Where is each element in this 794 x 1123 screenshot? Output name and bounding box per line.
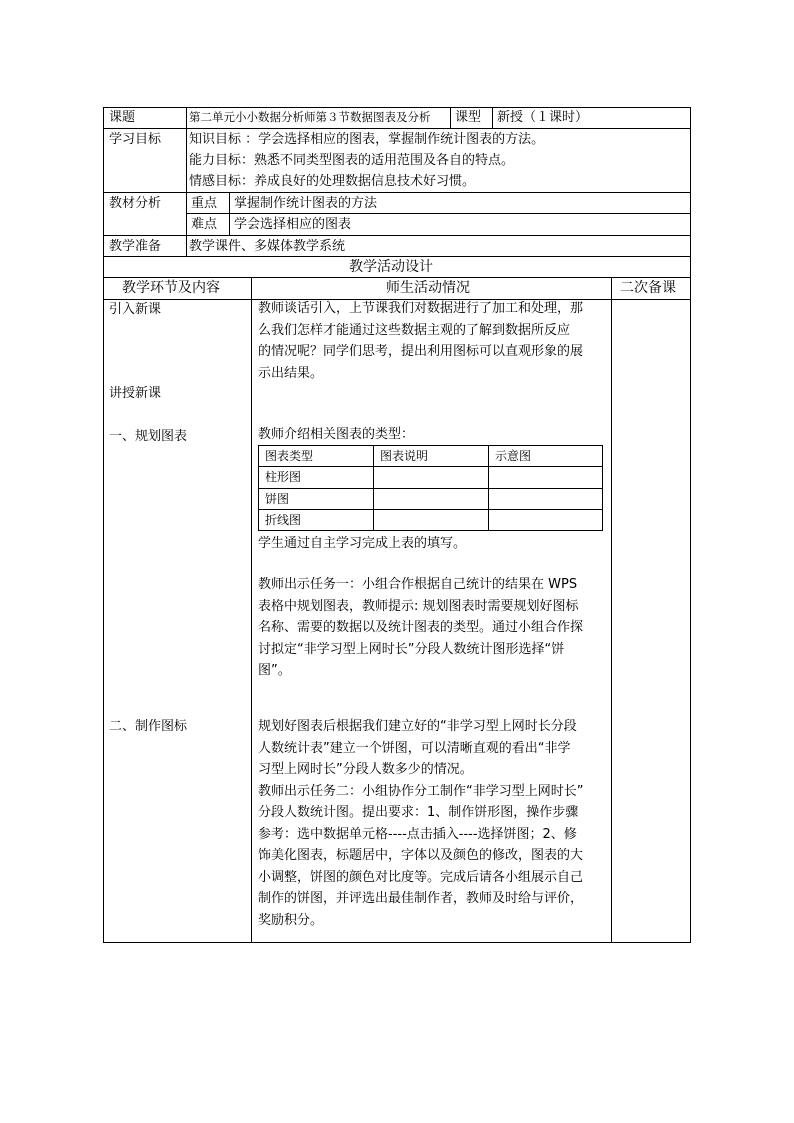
text-line: 表格中规划图表，教师提示: 规划图表时需要规划好图标	[258, 598, 579, 614]
text-line: 讨拟定“非学习型上网时长”分段人数统计图形选择“饼	[258, 641, 565, 657]
text-line: 示出结果。	[258, 365, 324, 381]
col-header-activity: 师生活动情况	[386, 280, 470, 296]
text-line: 规划好图表后根据我们建立好的“非学习型上网时长分段	[258, 719, 577, 734]
row-divider	[258, 509, 603, 510]
text-line: 图”。	[258, 663, 291, 678]
stage-plan: 一、规划图表	[109, 429, 188, 444]
key-point-value: 掌握制作统计图表的方法	[234, 196, 378, 211]
prep-label: 教学准备	[109, 239, 162, 254]
text-line: 习型上网时长”分段人数多少的情况。	[258, 762, 473, 777]
type-label: 课型	[455, 110, 482, 125]
row-divider	[103, 128, 691, 129]
col-header-notes: 二次备课	[620, 280, 676, 296]
col-divider	[492, 107, 493, 128]
text-line: 奖励积分。	[258, 912, 324, 928]
text-line: 名称、需要的数据以及统计图表的类型。通过小组合作探	[258, 620, 584, 635]
student-task-text: 学生通过自主学习完成上表的填写。	[258, 536, 467, 551]
activity-paragraph-intro	[258, 298, 583, 384]
table-header: 图表说明	[380, 449, 429, 463]
text-line: 人数统计表”建立一个饼图，可以清晰直观的看出“非学	[258, 740, 571, 756]
difficulty-label: 难点	[191, 217, 218, 232]
activity-paragraph-task1	[258, 574, 583, 682]
chart-types-intro: 教师介绍相关图表的类型：	[258, 427, 415, 442]
text-line: 饰美化图表，标题居中，字体以及颜色的修改，图表的大	[258, 848, 584, 863]
topic-label: 课题	[109, 110, 136, 125]
text-line: 教师出示任务二：小组协作分工制作“非学习型上网时长”	[258, 783, 584, 799]
text-line: 教师谈话引入，上节课我们对数据进行了加工和处理，那	[258, 301, 584, 316]
text-line: 小调整，饼图的颜色对比度等。完成后请各小组展示自己	[258, 869, 584, 885]
prep-value: 教学课件、多媒体教学系统	[189, 239, 346, 254]
difficulty-value: 学会选择相应的图表	[234, 217, 352, 232]
row-divider	[258, 466, 603, 467]
text-line: 分段人数统计图。提出要求：1、制作饼形图，操作步骤	[258, 805, 579, 820]
stage-make: 二、制作图标	[109, 719, 188, 734]
text-line: 的情况呢？同学们思考，提出利用图标可以直观形象的展	[258, 344, 584, 359]
col-divider	[229, 192, 230, 235]
stage-lecture: 讲授新课	[109, 386, 162, 401]
objective-line: 情感目标：养成良好的处理数据信息技术好习惯。	[189, 174, 476, 189]
type-value: 新授（１课时）	[497, 110, 589, 125]
row-divider	[103, 277, 691, 278]
text-line: 制作的饼图，并评选出最佳制作者，教师及时给与评价，	[258, 891, 584, 906]
row-divider	[103, 192, 691, 193]
table-header: 示意图	[495, 449, 532, 463]
col-divider	[373, 445, 374, 531]
col-divider	[251, 277, 252, 943]
topic-value: 第二单元小小数据分析师第３节数据图表及分析	[189, 110, 431, 124]
col-header-stage: 教学环节及内容	[122, 280, 220, 296]
design-title: 教学活动设计	[349, 259, 433, 275]
analysis-label: 教材分析	[109, 196, 162, 211]
table-header: 图表类型	[265, 449, 314, 463]
objectives-label: 学习目标	[109, 132, 162, 147]
table-cell: 柱形图	[265, 470, 302, 484]
stage-intro: 引入新课	[109, 302, 162, 317]
key-point-label: 重点	[191, 196, 218, 211]
activity-paragraph-task2	[258, 716, 583, 931]
row-divider	[258, 488, 603, 489]
table-cell: 折线图	[265, 513, 302, 527]
objective-line: 知识目标 ：学会选择相应的图表，掌握制作统计图表的方法。	[189, 132, 545, 147]
table-cell: 饼图	[265, 492, 290, 506]
text-line: 参考：选中数据单元格----点击插入----选择饼图；2、修	[258, 826, 577, 842]
objective-line: 能力目标：熟悉不同类型图表的适用范围及各自的特点。	[189, 153, 515, 168]
col-divider	[186, 107, 187, 256]
text-line: 么我们怎样才能通过这些数据主观的了解到数据所反应	[258, 322, 571, 338]
col-divider	[488, 445, 489, 531]
row-divider	[186, 213, 691, 214]
col-divider	[611, 277, 612, 943]
text-line: 教师出示任务一：小组合作根据自己统计的结果在 WPS	[258, 577, 578, 592]
row-divider	[103, 235, 691, 236]
row-divider	[103, 256, 691, 257]
col-divider	[450, 107, 451, 128]
